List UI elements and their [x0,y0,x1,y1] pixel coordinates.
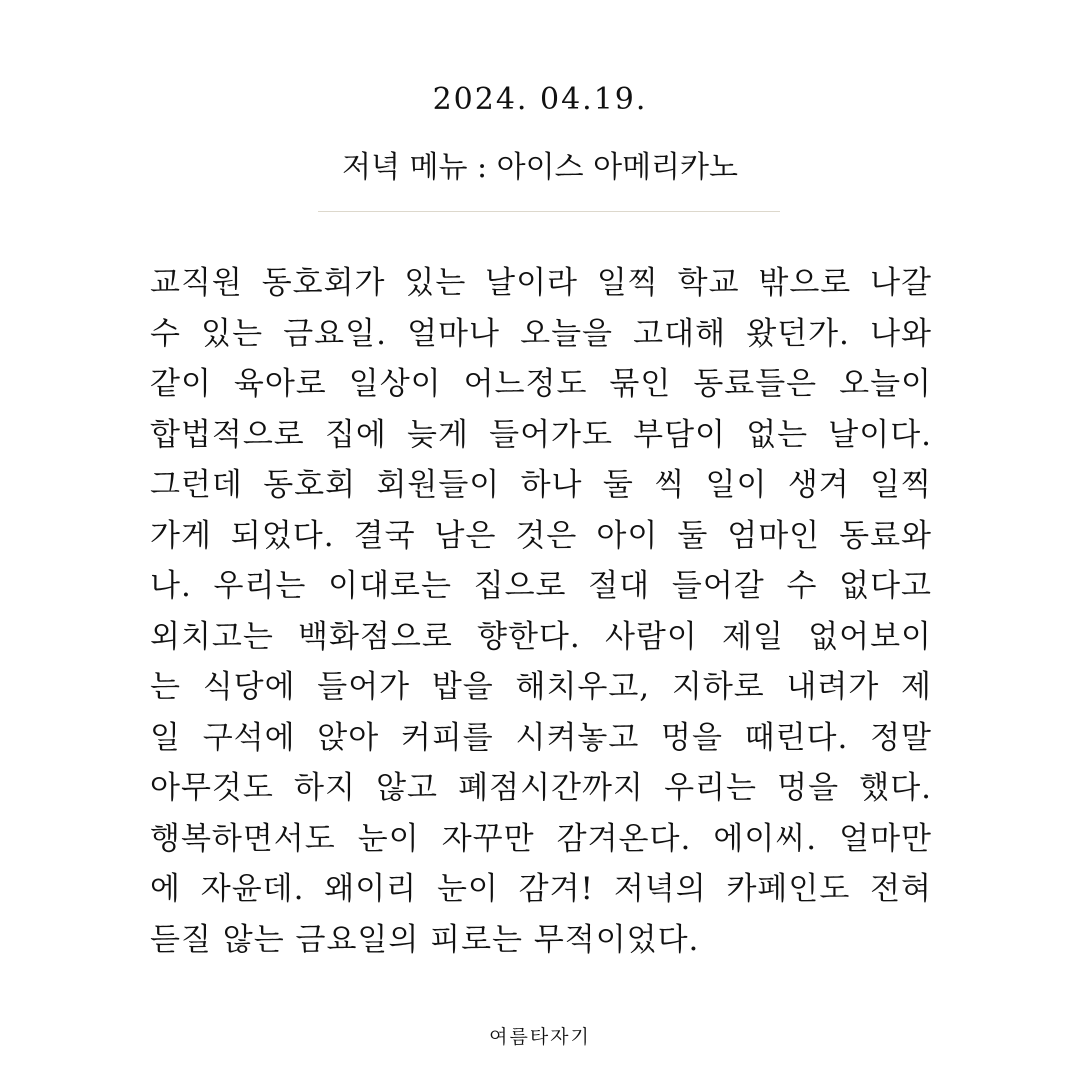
body-line-14: 듣질 않는 금요일의 피로는 무적이었다. [150,921,700,958]
header-divider [318,211,780,212]
body-line-12: 행복하면서도 눈이 자꾸만 감겨온다. 에이씨. 얼마만 [150,820,932,857]
body-line-11: 아무것도 하지 않고 폐점시간까지 우리는 멍을 했다. [150,770,932,806]
body-line-3: 같이 육아로 일상이 어느정도 묶인 동료들은 오늘이 [150,366,932,402]
body-line-2: 수 있는 금요일. 얼마나 오늘을 고대해 왔던가. 나와 [150,315,932,352]
body-line-8: 외치고는 백화점으로 향한다. 사람이 제일 없어보이 [150,618,932,655]
author-signature: 여름타자기 [489,1026,591,1048]
body-line-5: 그런데 동호회 회원들이 하나 둘 씩 일이 생겨 일찍 [150,467,932,503]
dinner-menu-subtitle: 저녁 메뉴 : 아이스 아메리카노 [341,150,738,185]
body-line-13: 에 자윤데. 왜이리 눈이 감겨! 저녁의 카페인도 전혀 [150,871,932,907]
body-line-7: 나. 우리는 이대로는 집으로 절대 들어갈 수 없다고 [150,568,932,604]
body-line-4: 합법적으로 집에 늦게 들어가도 부담이 없는 날이다. [150,416,932,453]
diary-body [150,258,932,965]
body-line-10: 일 구석에 앉아 커피를 시켜놓고 멍을 때린다. 정말 [150,719,932,756]
body-line-9: 는 식당에 들어가 밥을 해치우고, 지하로 내려가 제 [150,669,932,705]
body-line-1: 교직원 동호회가 있는 날이라 일찍 학교 밖으로 나갈 [150,265,932,301]
body-line-6: 가게 되었다. 결국 남은 것은 아이 둘 엄마인 동료와 [150,517,932,554]
entry-date: 2024. 04.19. [432,82,648,117]
